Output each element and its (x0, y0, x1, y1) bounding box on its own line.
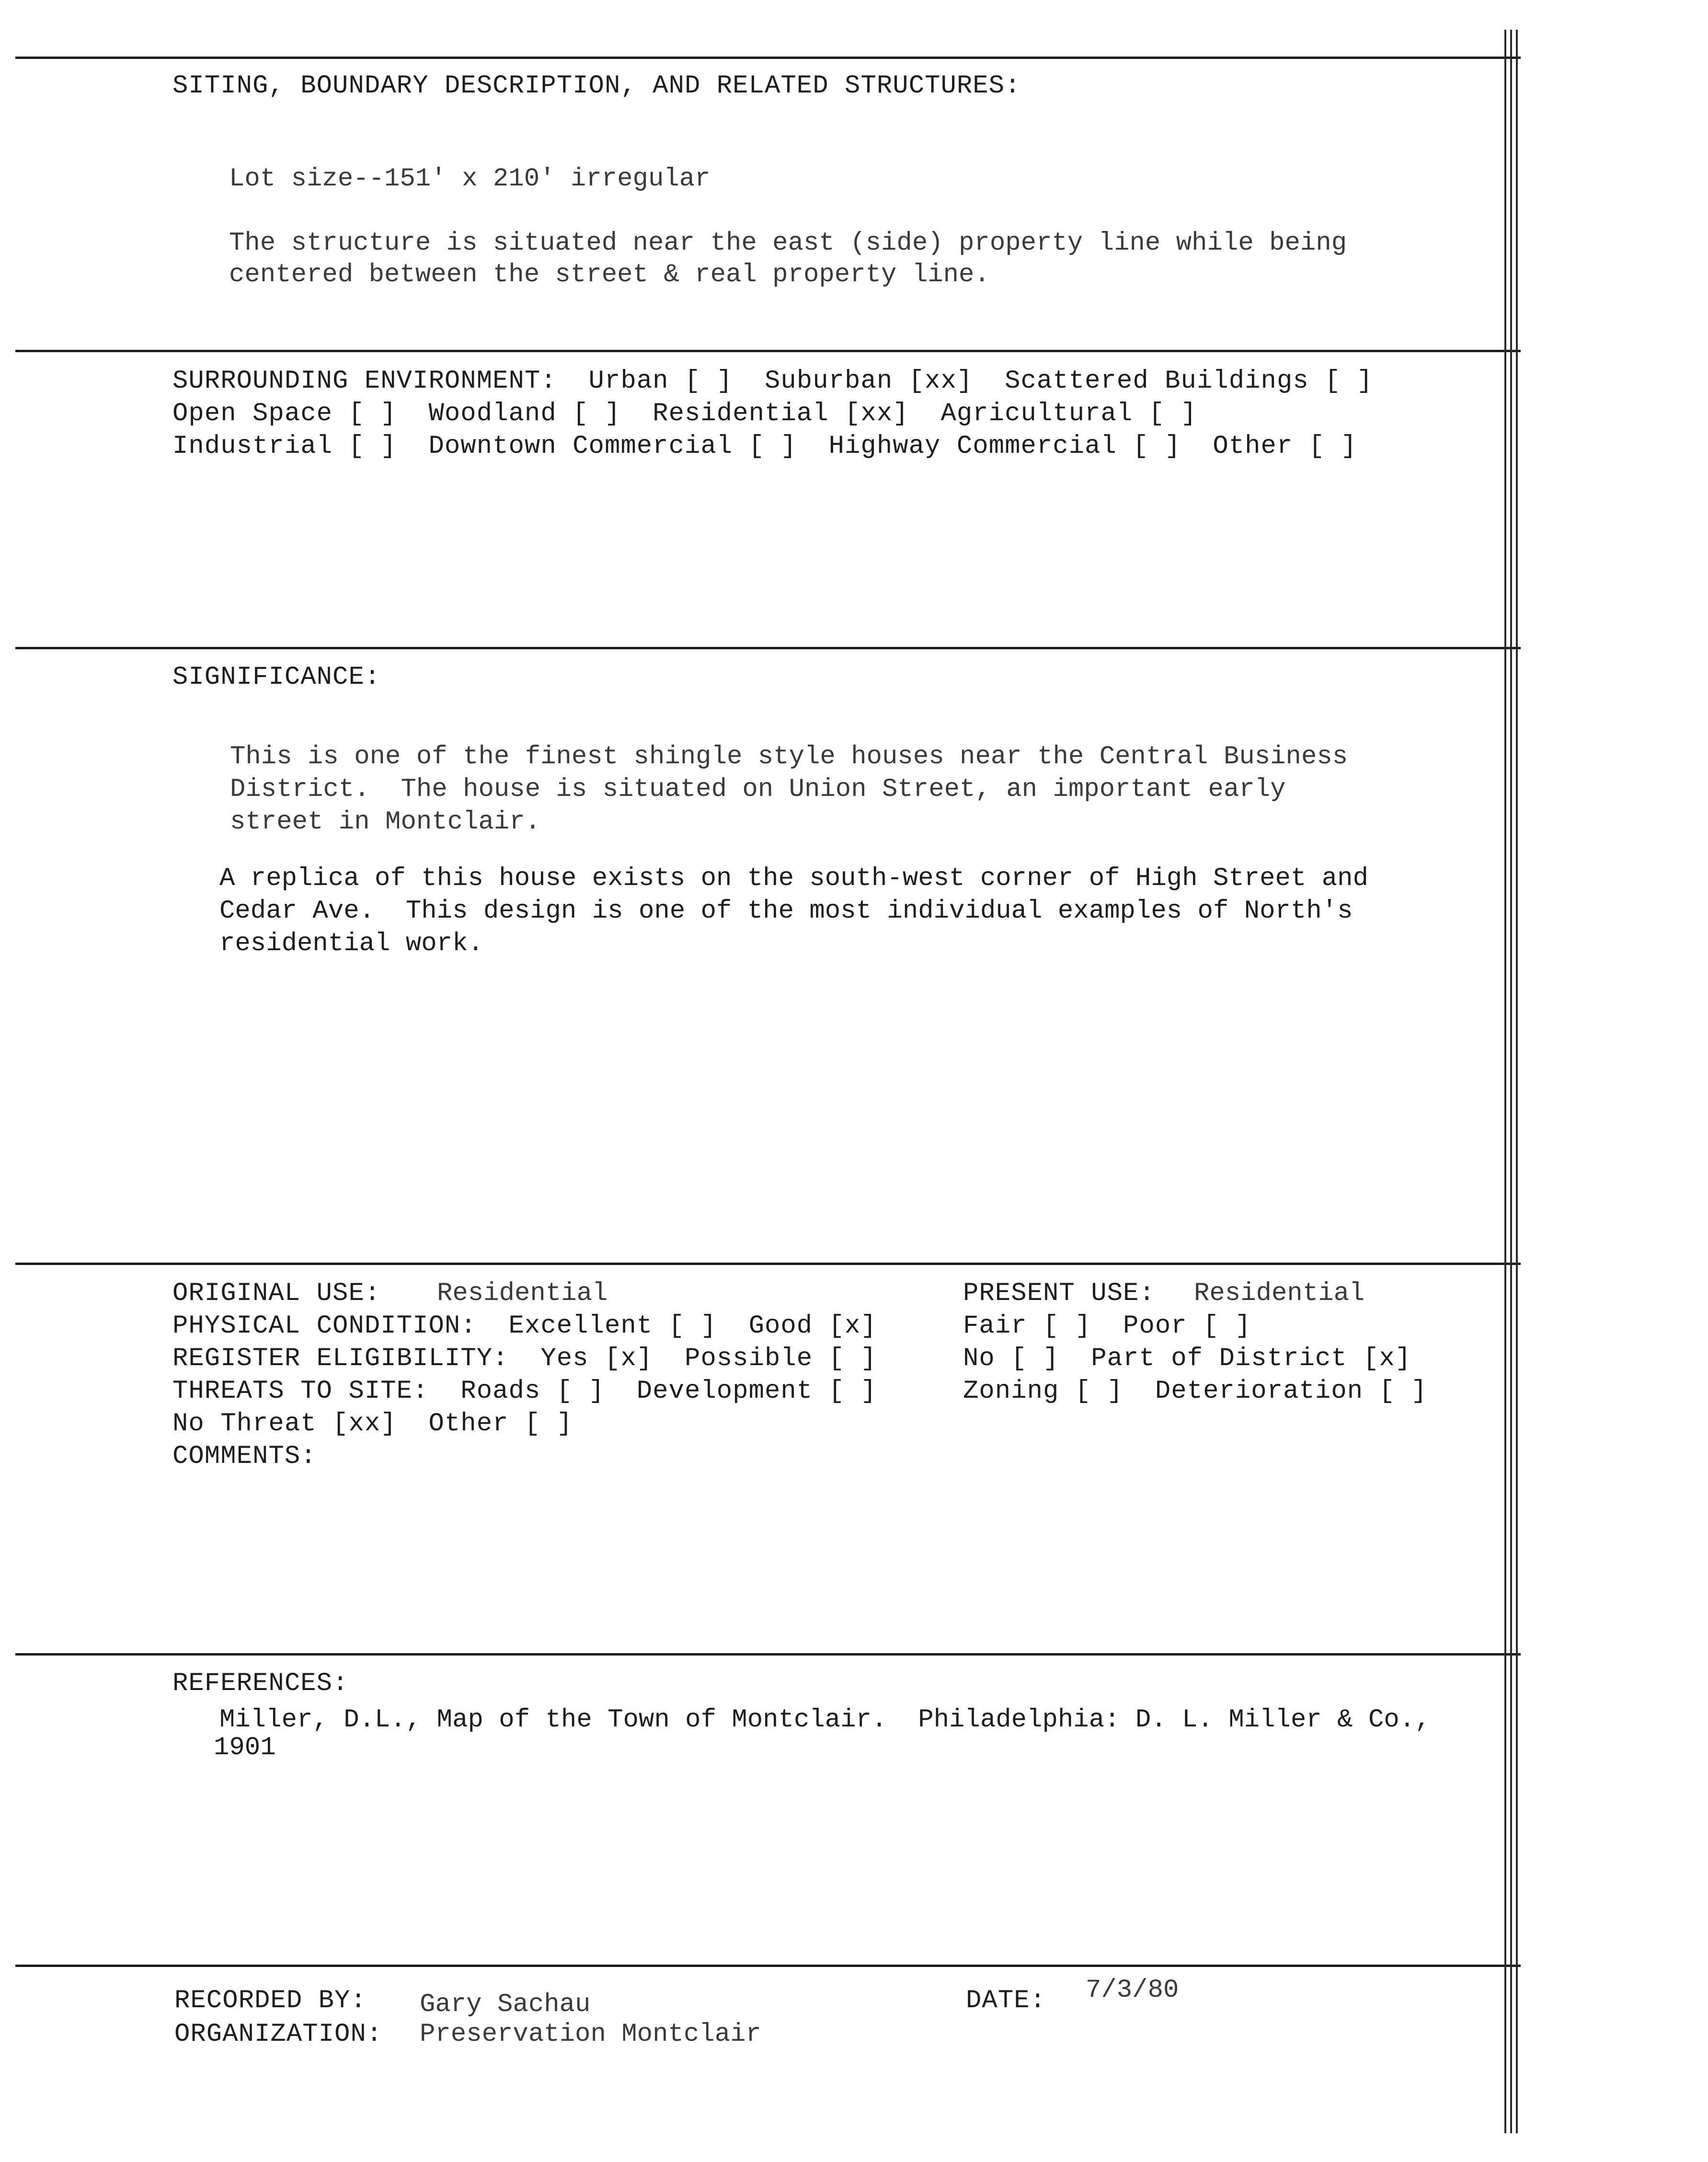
threats-to-site-cont: Zoning [ ] Deterioration [ ] (963, 1377, 1427, 1406)
section-divider (15, 1653, 1521, 1656)
section-divider (15, 1965, 1521, 1967)
organization-label: ORGANIZATION: (174, 2020, 383, 2049)
significance-text-line: A replica of this house exists on the south-west corner of High Street and (219, 864, 1368, 893)
present-use-label: PRESENT USE: (963, 1279, 1155, 1308)
significance-text-line: This is one of the finest shingle style houses near the Central Business (230, 742, 1348, 771)
siting-text-line: The structure is situated near the east (side) property line while being (229, 229, 1347, 258)
physical-condition-cont: Fair [ ] Poor [ ] (963, 1311, 1251, 1341)
section-divider (15, 647, 1521, 649)
register-eligibility-cont: No [ ] Part of District [x] (963, 1344, 1411, 1373)
form-right-border-outer (1516, 30, 1518, 2133)
section-divider (15, 350, 1521, 352)
threats-to-site: THREATS TO SITE: Roads [ ] Development [ ] (172, 1377, 877, 1406)
environment-line: SURROUNDING ENVIRONMENT: Urban [ ] Suburban [xx] Scattered Buildings [ ] (172, 367, 1373, 396)
form-right-border (1504, 30, 1506, 2133)
section-divider (15, 1263, 1521, 1265)
physical-condition: PHYSICAL CONDITION: Excellent [ ] Good [x] (172, 1311, 877, 1341)
present-use-value: Residential (1194, 1279, 1365, 1308)
significance-text-line: residential work. (219, 929, 483, 958)
environment-line: Open Space [ ] Woodland [ ] Residential [xx] Agricultural [ ] (172, 399, 1197, 428)
form-right-border-inner (1510, 30, 1512, 2133)
reference-line: Miller, D.L., Map of the Town of Montclair. Philadelphia: D. L. Miller & Co., (219, 1705, 1431, 1735)
reference-line: 1901 (214, 1733, 276, 1762)
significance-text-line: Cedar Ave. This design is one of the most individual examples of North's (219, 897, 1353, 926)
threats-to-site-line2: No Threat [xx] Other [ ] (172, 1409, 573, 1438)
significance-text-line: District. The house is situated on Union Street, an important early (230, 775, 1286, 804)
lot-size: Lot size--151' x 210' irregular (229, 164, 711, 194)
date-value: 7/3/80 (1086, 1976, 1179, 2005)
significance-text-line: street in Montclair. (230, 807, 541, 837)
siting-heading: SITING, BOUNDARY DESCRIPTION, AND RELATED STRUCTURES: (172, 71, 1021, 101)
organization-value: Preservation Montclair (420, 2020, 761, 2049)
recorded-by-value: Gary Sachau (420, 1990, 591, 2019)
significance-heading: SIGNIFICANCE: (172, 663, 381, 692)
original-use-label: ORIGINAL USE: (172, 1279, 381, 1308)
recorded-by-label: RECORDED BY: (174, 1986, 367, 2015)
siting-text-line: centered between the street & real property line. (229, 260, 990, 289)
register-eligibility: REGISTER ELIGIBILITY: Yes [x] Possible [ ] (172, 1344, 877, 1373)
comments-label: COMMENTS: (172, 1442, 317, 1471)
references-heading: REFERENCES: (172, 1669, 349, 1698)
section-divider (15, 57, 1521, 59)
original-use-value: Residential (437, 1279, 608, 1308)
environment-line: Industrial [ ] Downtown Commercial [ ] Highway Commercial [ ] Other [ ] (172, 432, 1357, 461)
date-label: DATE: (966, 1986, 1046, 2015)
